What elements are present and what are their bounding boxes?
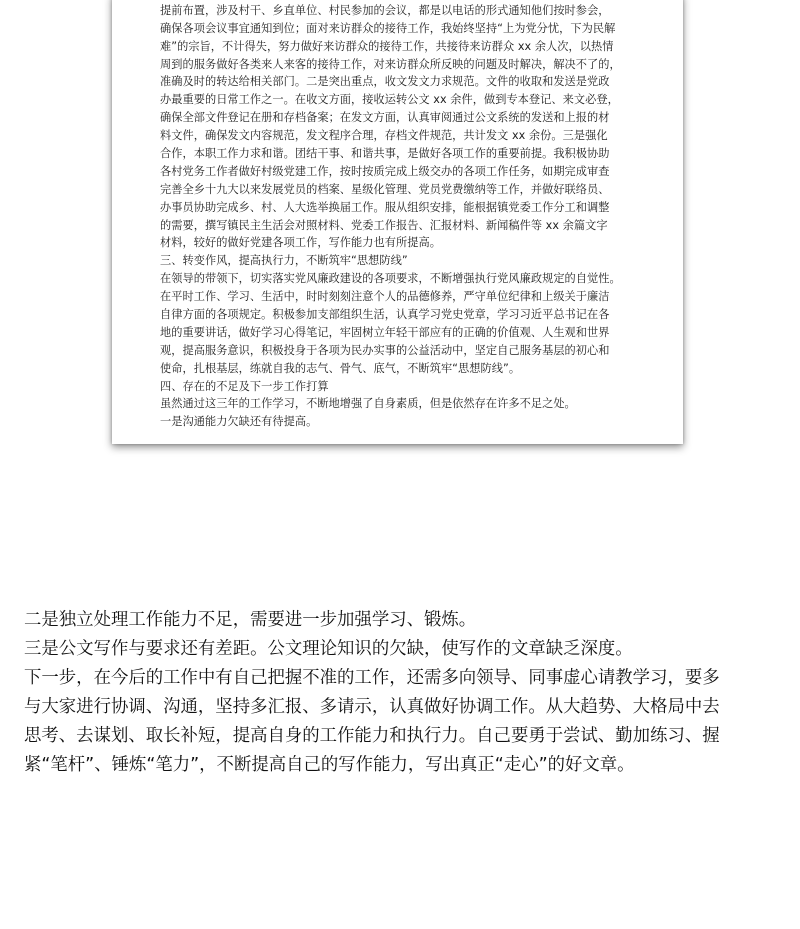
continuation-text xyxy=(24,606,784,780)
continuation-line: 紧“笔杆”、锤炼“笔力”，不断提高自己的写作能力，写出真正“走心”的好文章。 xyxy=(24,755,635,775)
page-text-line: 确保全部文件登记在册和存档备案；在发文方面，认真审阅通过公文系统的发送和上报的材 xyxy=(160,111,610,125)
page-text-line: 周到的服务做好各类来人来客的接待工作，对来访群众所反映的问题及时解决，解决不了的， xyxy=(160,57,621,71)
continuation-line: 三是公文写作与要求还有差距。公文理论知识的欠缺，使写作的文章缺乏深度。 xyxy=(24,639,633,659)
page-text-line: 材料，较好的做好党建各项工作，写作能力也有所提高。 xyxy=(160,236,441,250)
page-text-line: 确保各项会议事宜通知到位；面对来访群众的接待工作，我始终坚持“上为党分忧，下为民解 xyxy=(160,21,616,35)
page-text-line: 观，提高服务意识，积极投身于各项为民办实事的公益活动中，坚定自己服务基层的初心和 xyxy=(160,343,610,357)
page-text-line: 合作，本职工作力求和谐。团结干事、和谐共事，是做好各项工作的重要前提。我积极协助 xyxy=(160,147,610,161)
page-text-line: 难”的宗旨，不计得失，努力做好来访群众的接待工作，共接待来访群众 xx 余人次，以热情 xyxy=(160,39,614,53)
page-text-line: 料文件，确保发文内容规范，发文程序合理，存档文件规范，共计发文 xx 余份。三是强化 xyxy=(160,129,608,143)
page-text-line: 完善全乡十九大以来发展党员的档案、星级化管理、党员党费缴纳等工作，并做好联络员、 xyxy=(160,182,610,196)
page-text-line: 的需要，撰写镇民主生活会对照材料、党委工作报告、汇报材料、新闻稿件等 xx 余篇文字 xyxy=(160,218,608,232)
continuation-line: 下一步，在今后的工作中有自己把握不准的工作，还需多向领导、同事虚心请教学习，要多 xyxy=(24,668,720,688)
page-text-line: 一是沟通能力欠缺还有待提高。 xyxy=(160,415,318,429)
section-heading: 三、转变作风，提高执行力，不断筑牢“思想防线” xyxy=(160,254,408,268)
page-text-line: 准确及时的转达给相关部门。二是突出重点，收文发文力求规范。文件的收取和发送是党政 xyxy=(160,75,610,89)
continuation-line: 二是独立处理工作能力不足，需要进一步加强学习、锻炼。 xyxy=(24,610,477,630)
page-text-line: 办最重要的日常工作之一。在收文方面，接收运转公文 xx 余件，做到专本登记、来文必登， xyxy=(160,93,619,107)
page-text-line: 虽然通过这三年的工作学习，不断地增强了自身素质，但是依然存在许多不足之处。 xyxy=(160,397,576,411)
page-text-line: 使命，扎根基层，练就自我的志气、骨气、底气，不断筑牢“思想防线”。 xyxy=(160,361,521,375)
continuation-line: 与大家进行协调、沟通，坚持多汇报、多请示，认真做好协调工作。从大趋势、大格局中去 xyxy=(24,697,720,717)
page-text-line: 在领导的带领下，切实落实党风廉政建设的各项要求，不断增强执行党风廉政规定的自觉性。 xyxy=(160,272,621,286)
section-heading: 四、存在的不足及下一步工作打算 xyxy=(160,379,329,393)
page-text-line: 地的重要讲话，做好学习心得笔记，牢固树立年轻干部应有的正确的价值观、人生观和世界 xyxy=(160,325,610,339)
page-text-line: 各村党务工作者做好村级党建工作，按时按质完成上级交办的各项工作任务，如期完成审查 xyxy=(160,164,610,178)
page-text-line: 在平时工作、学习、生活中，时时刻刻注意个人的品德修养，严守单位纪律和上级关于廉洁 xyxy=(160,290,610,304)
page-text-line: 提前布置，涉及村干、乡直单位、村民参加的会议，都是以电话的形式通知他们按时参会， xyxy=(160,3,610,17)
document-page-preview xyxy=(112,0,683,444)
continuation-line: 思考、去谋划、取长补短，提高自身的工作能力和执行力。自己要勇于尝试、勤加练习、握 xyxy=(24,726,720,746)
document-page-body xyxy=(160,0,648,431)
page-text-line: 自律方面的各项规定。积极参加支部组织生活，认真学习党史党章，学习习近平总书记在各 xyxy=(160,308,610,322)
page-text-line: 办事员协助完成乡、村、人大选举换届工作。服从组织安排，能根据镇党委工作分工和调整 xyxy=(160,200,610,214)
